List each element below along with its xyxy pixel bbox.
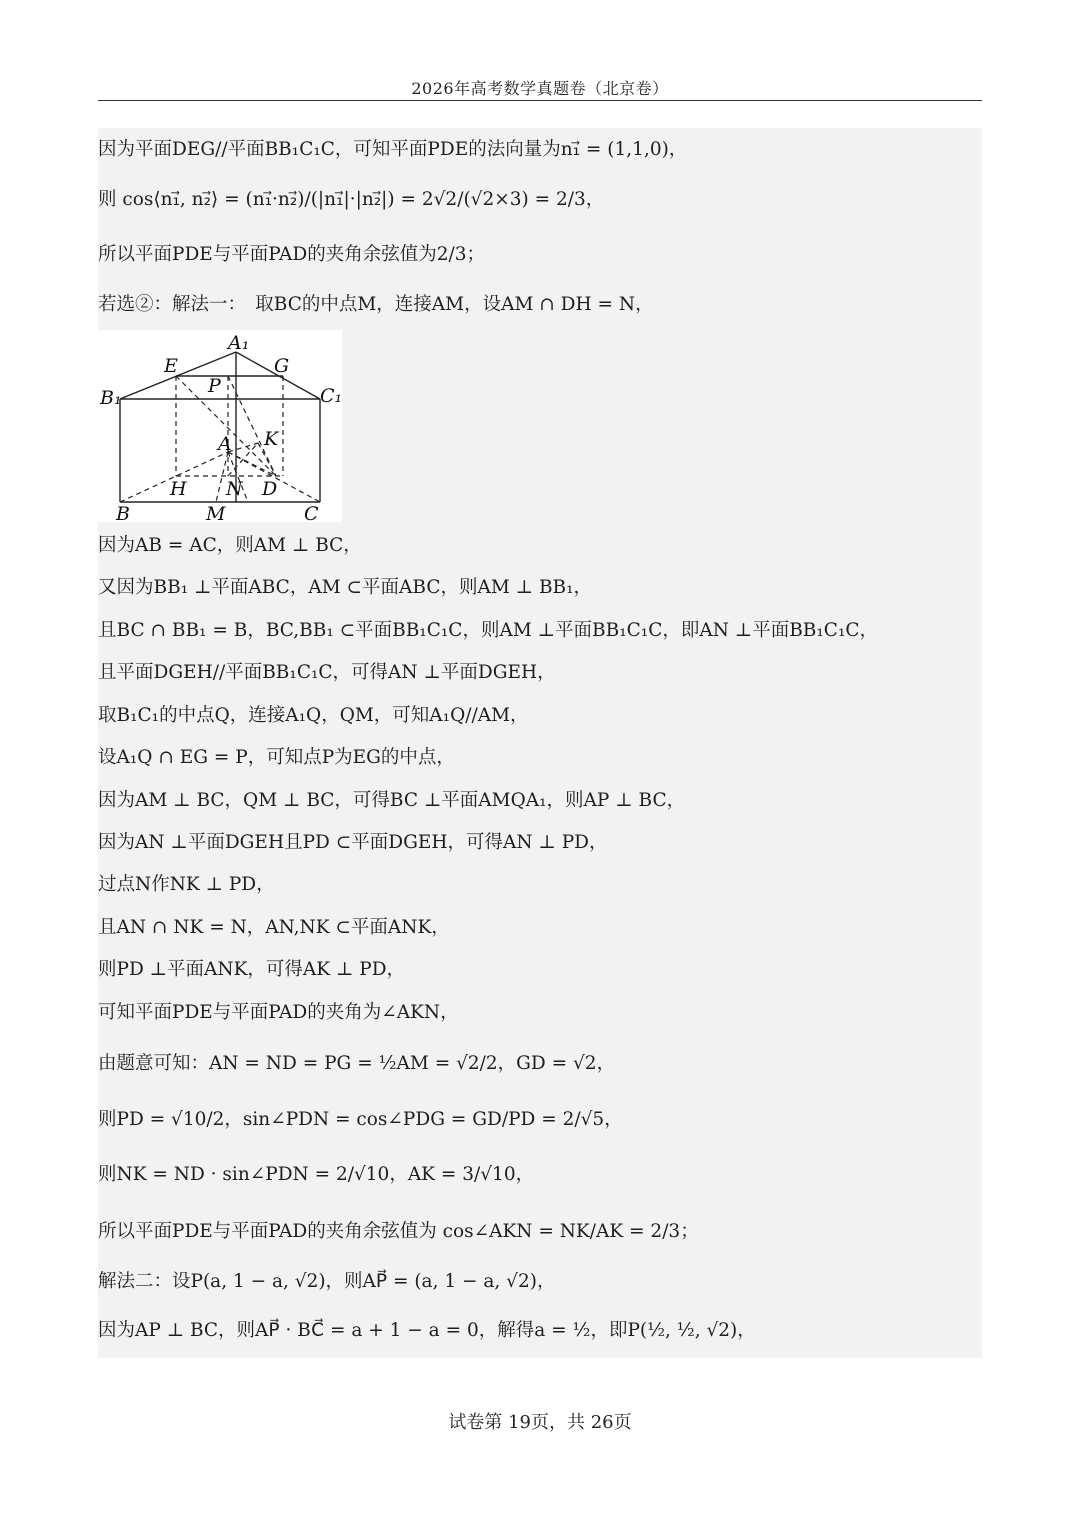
solution-line: 解法二：设P(a, 1 − a, √2)，则AP⃗ = (a, 1 − a, √2)， <box>98 1271 556 1292</box>
label-A: A <box>218 433 232 455</box>
solution-line: 所以平面PDE与平面PAD的夹角余弦值为2/3； <box>98 244 486 265</box>
page-footer: 试卷第 19页，共 26页 <box>448 1412 632 1433</box>
solution-line: 设A₁Q ∩ EG = P，可知点P为EG的中点， <box>98 747 455 768</box>
solution-line: 取B₁C₁的中点Q，连接A₁Q，QM，可知A₁Q//AM， <box>98 705 529 726</box>
solution-line: 则PD ⊥平面ANK，可得AK ⊥ PD， <box>98 959 406 980</box>
header-rule <box>98 100 982 101</box>
label-C1: C₁ <box>320 385 342 407</box>
solution-line: 因为AB = AC，则AM ⊥ BC， <box>98 535 362 556</box>
solution-line: 且平面DGEH//平面BB₁C₁C，可得AN ⊥平面DGEH， <box>98 662 556 683</box>
solution-line: 因为AN ⊥平面DGEH且PD ⊂平面DGEH，可得AN ⊥ PD， <box>98 832 608 853</box>
solution-line: 所以平面PDE与平面PAD的夹角余弦值为 cos∠AKN = NK/AK = 2/3； <box>98 1221 699 1242</box>
label-B: B <box>116 503 130 522</box>
label-A1: A₁ <box>228 332 250 354</box>
solution-line: 可知平面PDE与平面PAD的夹角为∠AKN， <box>98 1002 459 1023</box>
solution-line: 因为AP ⊥ BC，则AP⃗ · BC⃗ = a + 1 − a = 0，解得a = ½，即P(½, ½, √2)， <box>98 1320 756 1341</box>
solution-line: 则 cos⟨n₁⃗, n₂⃗⟩ = (n₁⃗·n₂⃗)/(|n₁⃗|·|n₂⃗|) = 2√2/(√2×3) = 2/3， <box>98 189 605 210</box>
geometry-figure <box>98 330 342 522</box>
label-E: E <box>164 355 178 377</box>
solution-line: 因为平面DEG//平面BB₁C₁C，可知平面PDE的法向量为n₁⃗ = (1,1,0)， <box>98 139 688 160</box>
label-N: N <box>226 478 243 500</box>
solution-line: 且BC ∩ BB₁ = B，BC,BB₁ ⊂平面BB₁C₁C，则AM ⊥平面BB₁C₁C，即AN ⊥平面BB₁C₁C， <box>98 620 879 641</box>
label-K: K <box>264 428 279 450</box>
solution-line: 因为AM ⊥ BC，QM ⊥ BC，可得BC ⊥平面AMQA₁，则AP ⊥ BC， <box>98 790 686 811</box>
solution-line: 则PD = √10/2，sin∠PDN = cos∠PDG = GD/PD = 2/√5， <box>98 1109 623 1130</box>
label-P: P <box>208 375 221 397</box>
solution-line: 又因为BB₁ ⊥平面ABC，AM ⊂平面ABC，则AM ⊥ BB₁， <box>98 577 593 598</box>
label-D: D <box>262 478 278 500</box>
label-G: G <box>274 355 290 377</box>
solution-line: 且AN ∩ NK = N，AN,NK ⊂平面ANK， <box>98 917 450 938</box>
solution-line: 过点N作NK ⊥ PD， <box>98 874 275 895</box>
label-C: C <box>304 503 319 522</box>
page-header: 2026年高考数学真题卷（北京卷） <box>411 79 669 98</box>
solution-line: 若选②：解法一： 取BC的中点M，连接AM，设AM ∩ DH = N， <box>98 294 654 315</box>
prism-diagram <box>98 330 342 522</box>
solution-content <box>98 128 982 1358</box>
label-H: H <box>170 478 187 500</box>
label-B1: B₁ <box>100 387 122 409</box>
label-M: M <box>206 503 226 522</box>
solution-line: 由题意可知：AN = ND = PG = ½AM = √2/2，GD = √2， <box>98 1053 616 1074</box>
solution-line: 则NK = ND · sin∠PDN = 2/√10，AK = 3/√10， <box>98 1164 535 1185</box>
